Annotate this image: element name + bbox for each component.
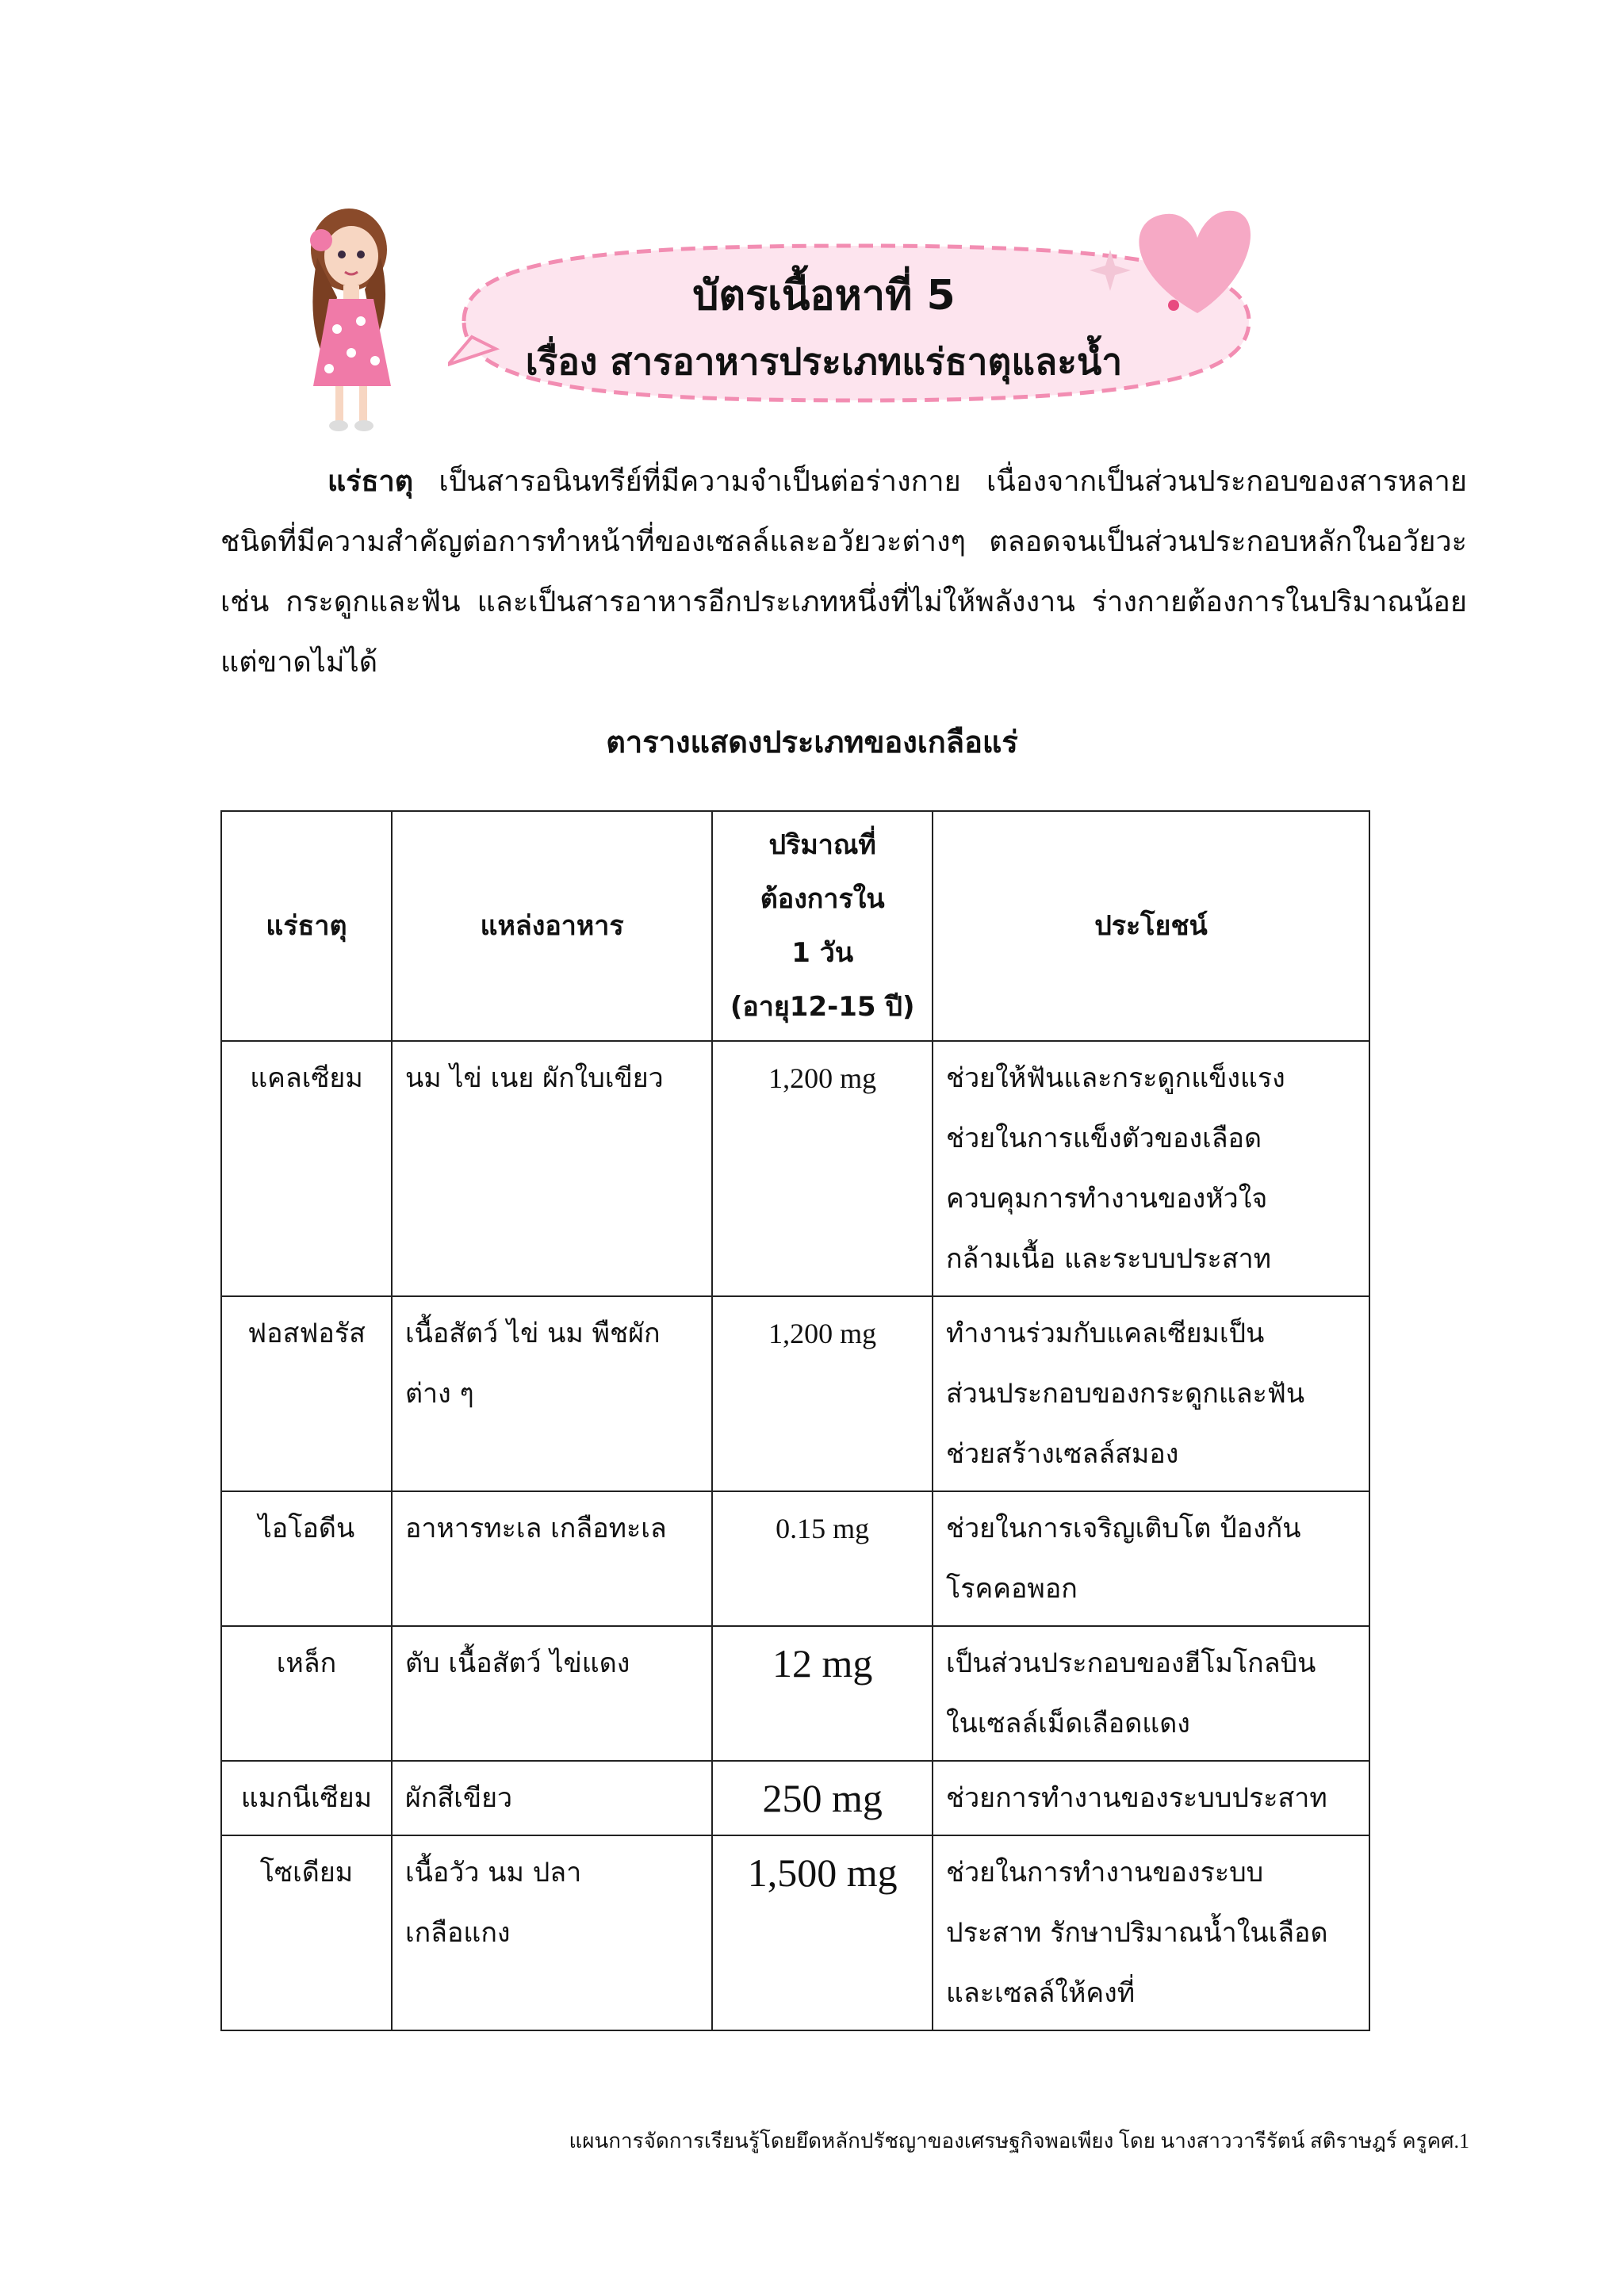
- table-row: [221, 1835, 1369, 2030]
- benefit-line: ประสาท รักษาปริมาณน้ำในเลือด: [946, 1917, 1328, 1949]
- cell-benefit: [933, 1491, 1369, 1626]
- cell-amount: 1,200 mg: [712, 1041, 933, 1296]
- cell-benefit: [933, 1626, 1369, 1761]
- table-row: [221, 1626, 1369, 1761]
- benefit-line: ช่วยการทำงานของระบบประสาท: [946, 1782, 1327, 1814]
- table-row: [221, 1491, 1369, 1626]
- benefit-line: กล้ามเนื้อ และระบบประสาท: [946, 1243, 1272, 1275]
- benefit-line: ควบคุมการทำงานของหัวใจ: [946, 1183, 1268, 1215]
- table-header-row: [221, 811, 1369, 1041]
- page-subtitle: เรื่อง สารอาหารประเภทแร่ธาตุและน้ำ: [525, 340, 1123, 383]
- cell-source: [392, 1626, 712, 1761]
- table-row: [221, 1296, 1369, 1491]
- page-footer: แผนการจัดการเรียนรู้โดยยึดหลักปรัชญาของเศรษฐกิจพอเพียง โดย นางสาววารีรัตน์ สติราษฎร์ ครูคศ.1: [569, 2130, 1469, 2152]
- benefit-line: ช่วยในการแข็งตัวของเลือด: [946, 1123, 1262, 1154]
- source-line: ผักสีเขียว: [404, 1782, 513, 1814]
- intro-paragraph: [220, 452, 1467, 693]
- benefit-line: ทำงานร่วมกับแคลเซียมเป็น: [946, 1318, 1265, 1349]
- cell-mineral: ไอโอดีน: [221, 1491, 392, 1626]
- cell-amount: 250 mg: [712, 1761, 933, 1835]
- header-benefit: ประโยชน์: [933, 811, 1369, 1041]
- cell-mineral: แมกนีเซียม: [221, 1761, 392, 1835]
- cell-source: [392, 1296, 712, 1491]
- source-line: ตับ เนื้อสัตว์ ไข่แดง: [404, 1647, 630, 1679]
- header-amount-line: ปริมาณที่: [768, 829, 876, 861]
- cell-amount: 1,200 mg: [712, 1296, 933, 1491]
- benefit-line: ช่วยสร้างเซลล์สมอง: [946, 1438, 1179, 1470]
- cell-benefit: [933, 1296, 1369, 1491]
- header-amount: [712, 811, 933, 1041]
- benefit-line: ช่วยให้ฟันและกระดูกแข็งแรง: [946, 1062, 1285, 1094]
- cell-amount: 12 mg: [712, 1626, 933, 1761]
- intro-term: แร่ธาตุ: [327, 465, 414, 498]
- header-amount-line: ต้องการใน: [760, 883, 885, 915]
- header-source: แหล่งอาหาร: [392, 811, 712, 1041]
- source-line: อาหารทะเล เกลือทะเล: [404, 1513, 667, 1544]
- cell-mineral: แคลเซียม: [221, 1041, 392, 1296]
- benefit-line: เป็นส่วนประกอบของฮีโมโกลบิน: [946, 1647, 1316, 1679]
- benefit-line: โรคคอพอก: [946, 1573, 1078, 1605]
- minerals-table: [220, 810, 1370, 2031]
- header-amount-line: 1 วัน: [791, 937, 854, 969]
- cell-benefit: [933, 1761, 1369, 1835]
- cell-amount: 1,500 mg: [712, 1835, 933, 2030]
- source-line: นม ไข่ เนย ผักใบเขียว: [404, 1062, 664, 1094]
- cell-benefit: [933, 1041, 1369, 1296]
- benefit-line: ส่วนประกอบของกระดูกและฟัน: [946, 1378, 1305, 1410]
- cell-source: [392, 1835, 712, 2030]
- table-row: [221, 1041, 1369, 1296]
- source-line: ต่าง ๆ: [404, 1378, 474, 1410]
- cell-mineral: เหล็ก: [221, 1626, 392, 1761]
- cell-source: [392, 1041, 712, 1296]
- table-title: ตารางแสดงประเภทของเกลือแร่: [606, 725, 1018, 760]
- cell-benefit: [933, 1835, 1369, 2030]
- cell-source: [392, 1491, 712, 1626]
- header-amount-line: (อายุ12-15 ปี): [730, 991, 915, 1023]
- page-title: บัตรเนื้อหาที่ 5: [692, 272, 956, 320]
- source-line: เนื้อวัว นม ปลา: [404, 1857, 582, 1888]
- benefit-line: ช่วยในการเจริญเติบโต ป้องกัน: [946, 1513, 1301, 1544]
- cell-source: [392, 1761, 712, 1835]
- cell-mineral: ฟอสฟอรัส: [221, 1296, 392, 1491]
- cell-amount: 0.15 mg: [712, 1491, 933, 1626]
- source-line: เกลือแกง: [404, 1917, 511, 1949]
- intro-text: เป็นสารอนินทรีย์ที่มีความจำเป็นต่อร่างกาย เนื่องจากเป็นส่วนประกอบของสารหลายชนิดที่มีความสำคัญต่อการทำหน้าที่ของเซลล์และอวัยวะต่างๆ ตลอดจนเป็นส่วนประกอบหลักในอวัยวะ เช่น กระดูกและฟัน และเป็นสารอาหารอีกประเภทหนึ่งที่ไม่ให้พลังงาน ร่างกายต้องการในปริมาณน้อย แต่ขาดไม่ได้: [220, 465, 1467, 679]
- source-line: เนื้อสัตว์ ไข่ นม พืชผัก: [404, 1318, 661, 1349]
- benefit-line: และเซลล์ให้คงที่: [946, 1977, 1136, 2009]
- benefit-line: ในเซลล์เม็ดเลือดแดง: [946, 1708, 1190, 1739]
- cell-mineral: โซเดียม: [221, 1835, 392, 2030]
- table-row: [221, 1761, 1369, 1835]
- header-mineral: แร่ธาตุ: [221, 811, 392, 1041]
- benefit-line: ช่วยในการทำงานของระบบ: [946, 1857, 1264, 1888]
